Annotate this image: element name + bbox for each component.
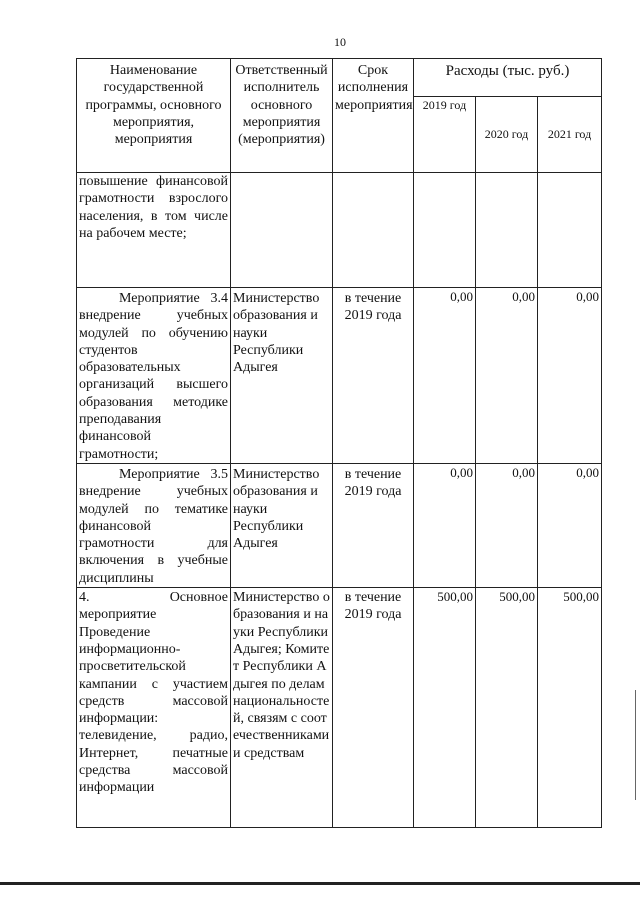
row-2019-cell [414, 173, 476, 288]
row-2021-cell [538, 173, 602, 288]
row-term-cell [333, 588, 414, 828]
row-2021-cell [538, 463, 602, 587]
row-term: в течение 2019 года [344, 466, 402, 500]
row-2019-cell [414, 463, 476, 587]
header-term [333, 59, 414, 173]
row-2020-cell [476, 173, 538, 288]
row-responsible-cell [231, 173, 333, 288]
header-responsible [231, 59, 333, 173]
row-2019-cell [414, 588, 476, 828]
row-name-cell [77, 288, 231, 464]
scan-bottom-rule [0, 882, 640, 885]
row-responsible-cell [231, 463, 333, 587]
header-responsible-label: Ответственный исполнитель основного мероприятия (мероприятия) [235, 63, 328, 148]
row-term-cell [333, 288, 414, 464]
row-2020-value: 500,00 [499, 589, 535, 605]
row-responsible: Министерство образования и науки Республики Адыгея [233, 466, 320, 552]
table-row [77, 288, 602, 464]
row-2019-cell [414, 288, 476, 464]
header-year-2021: 2021 год [538, 96, 602, 172]
row-name-cell [77, 588, 231, 828]
header-year-2020: 2020 год [476, 96, 538, 172]
row-2019-value: 0,00 [450, 464, 473, 480]
header-row [77, 59, 602, 97]
row-2020-value: 0,00 [512, 464, 535, 480]
table-row [77, 173, 602, 288]
row-term-cell [333, 173, 414, 288]
program-table [76, 58, 602, 828]
row-name-cell [77, 463, 231, 587]
row-responsible: Министерство образования и науки Республики Адыгея; Комитет Республики Адыгея по делам национальностей, связям с соотечественниками и средствам [233, 590, 330, 761]
row-2019-value: 0,00 [450, 289, 473, 304]
row-responsible: Министерство образования и науки Республики Адыгея [233, 291, 320, 376]
row-2021-value: 0,00 [576, 464, 600, 480]
header-expenses-label: Расходы (тыс. руб.) [445, 63, 570, 79]
header-name-label: Наименование государственной программы, основного мероприятия, мероприятия [85, 63, 222, 148]
row-name-cell [77, 173, 231, 288]
header-name [77, 59, 231, 173]
header-term-label: Срок исполнения мероприятия [335, 63, 413, 113]
header-year-2019: 2019 год [414, 96, 476, 172]
row-term: в течение 2019 года [344, 291, 402, 324]
row-2020-value: 0,00 [512, 289, 535, 304]
row-name: повышение финансовой грамотности взрослого населения, в том числе на рабочем месте; [79, 174, 228, 241]
row-2021-value: 0,00 [576, 289, 600, 304]
row-2021-cell [538, 288, 602, 464]
row-2020-cell [476, 463, 538, 587]
row-responsible-cell [231, 288, 333, 464]
row-name: Мероприятие 3.5 внедрение учебных модулей по тематике финансовой грамотности для включения в учебные дисциплины [79, 466, 228, 586]
row-2019-value: 500,00 [437, 589, 473, 605]
row-responsible-cell [231, 588, 333, 828]
table-row [77, 463, 602, 587]
header-expenses [414, 59, 602, 97]
row-term: в течение 2019 года [344, 590, 402, 623]
scan-edge-mark [635, 690, 636, 800]
page-number: 10 [334, 35, 346, 49]
row-term-cell [333, 463, 414, 587]
row-name: Мероприятие 3.4 внедрение учебных модулей по обучению студентов образовательных организаций высшего образования методике преподавания финансовой грамотности; [79, 291, 228, 462]
row-2020-cell [476, 588, 538, 828]
row-2020-cell [476, 288, 538, 464]
row-2021-cell [538, 588, 602, 828]
table-row [77, 588, 602, 828]
row-name: 4. Основное мероприятие Проведение информационно-просветительской кампании с участием средств массовой информации: телевидение, радио, Интернет, печатные средства массовой информации [79, 590, 228, 796]
row-2021-value: 500,00 [563, 589, 600, 605]
